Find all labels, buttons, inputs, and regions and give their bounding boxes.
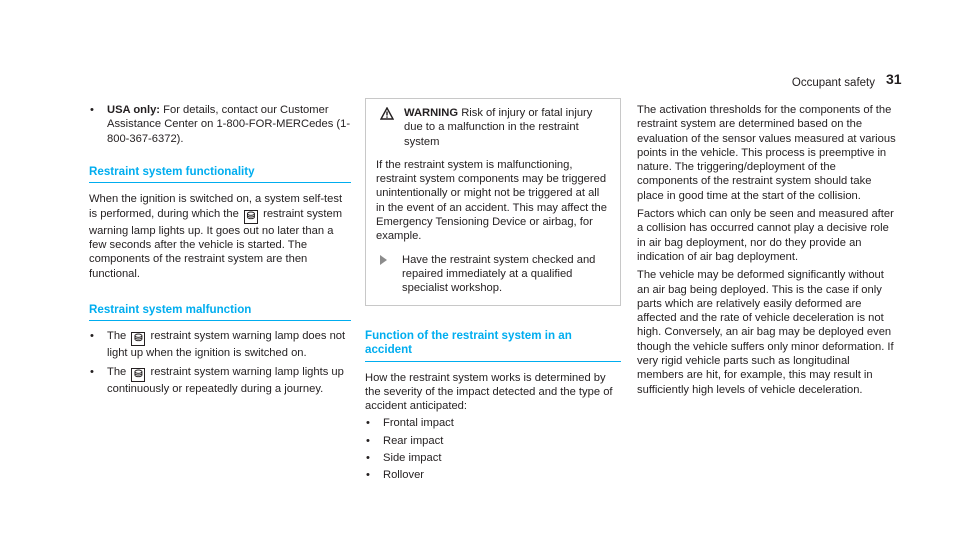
list-item	[365, 434, 621, 448]
usa-label: USA only:	[107, 104, 161, 116]
column-left	[89, 103, 351, 396]
list-item	[365, 468, 621, 482]
warning-body: If the restraint system is malfunctioning, restraint system components may be triggered unintentionally or might not be triggered at all in the event of an accident. This may affect the Emergency Tensioning Device or airbag, for example.	[376, 158, 607, 243]
list-item	[365, 451, 621, 465]
seated-person-airbag-icon: ⛁	[244, 210, 258, 224]
accident-intro: How the restraint system works is determined by the severity of the impact detected and the type of accident anticipated:	[365, 371, 613, 413]
warning-header	[376, 106, 610, 149]
header-title: Occupant safety	[791, 77, 875, 89]
paragraph-deformation: The vehicle may be deformed significantly without an air bag being deployed. This is the case if only parts which are relatively easily deformed are affected and the rate of vehicle deceleration is not high. Conversely, an air bag may be deployed even though the vehicle suffers only minor deformation. If very rigid vehicle parts such as longitudinal members are hit, for example, this may result in sufficiently high levels of vehicle deceleration.	[637, 269, 894, 396]
bullet-dot: •	[366, 452, 370, 465]
functionality-text-end: restraint system warning lamp lights up. It goes out no later than a few seconds after the vehicle is started. The components of the restraint system are then functional.	[89, 207, 343, 280]
column-right	[637, 103, 899, 397]
section-heading-malfunction: Restraint system malfunction	[89, 303, 351, 322]
column-middle	[365, 98, 621, 483]
bullet-dot: •	[366, 417, 370, 430]
list-item-start: The	[107, 330, 127, 343]
bullet-dot: •	[90, 365, 94, 378]
warning-action-text: Have the restraint system checked and repaired immediately at a qualified specialist workshop.	[402, 253, 596, 295]
list-item-text: Side impact	[383, 452, 442, 465]
paragraph-factors: Factors which can only be seen and measured after a collision has occurred cannot play a decisive role in air bag deployment, nor do they provide an indication of air bag deployment.	[637, 208, 894, 263]
list-item	[89, 365, 351, 396]
accident-type-list	[365, 416, 621, 482]
bullet-dot: •	[90, 104, 94, 116]
warning-title: Risk of injury or fatal injury due to a malfunction in the restraint system	[404, 107, 593, 148]
usa-note	[89, 103, 351, 146]
arrow-right-icon	[380, 255, 387, 265]
functionality-text	[89, 192, 351, 280]
functionality-text-start: When the ignition is switched on, a system self-test is performed, during which the	[89, 193, 343, 220]
list-item-end: restraint system warning lamp does not light up when the ignition is switched on.	[107, 330, 346, 360]
list-item-end: restraint system warning lamp lights up continuously or repeatedly during a journey.	[107, 365, 344, 395]
warning-box	[365, 98, 621, 306]
list-item-start: The	[107, 365, 127, 378]
warning-triangle-icon	[380, 107, 394, 120]
list-item	[365, 416, 621, 430]
bullet-dot: •	[90, 330, 94, 343]
seated-person-airbag-icon: ⛁	[131, 368, 145, 382]
seated-person-airbag-icon: ⛁	[131, 332, 145, 346]
section-heading-accident-function: Function of the restraint system in an accident	[365, 329, 621, 362]
page-number: 31	[886, 71, 902, 87]
section-heading-functionality: Restraint system functionality	[89, 165, 351, 184]
usa-text: For details, contact our Customer Assistance Center on 1-800-FOR-MERCedes (1-800-367-6372).	[107, 104, 351, 145]
list-item-text: Frontal impact	[383, 417, 454, 430]
warning-action	[376, 253, 610, 296]
list-item	[89, 329, 351, 360]
paragraph-thresholds: The activation thresholds for the components of the restraint system are determined based on the evaluation of the sensor values measured at various points in the vehicle. This process is preemptive in nature. The triggering/deployment of the components of the restraint system should take place in good time at the start of the collision.	[637, 104, 896, 202]
malfunction-list	[89, 329, 351, 396]
list-item-text: Rollover	[383, 469, 425, 482]
bullet-dot: •	[366, 469, 370, 482]
bullet-dot: •	[366, 434, 370, 447]
list-item-text: Rear impact	[383, 434, 444, 447]
warning-label: WARNING	[404, 107, 459, 119]
